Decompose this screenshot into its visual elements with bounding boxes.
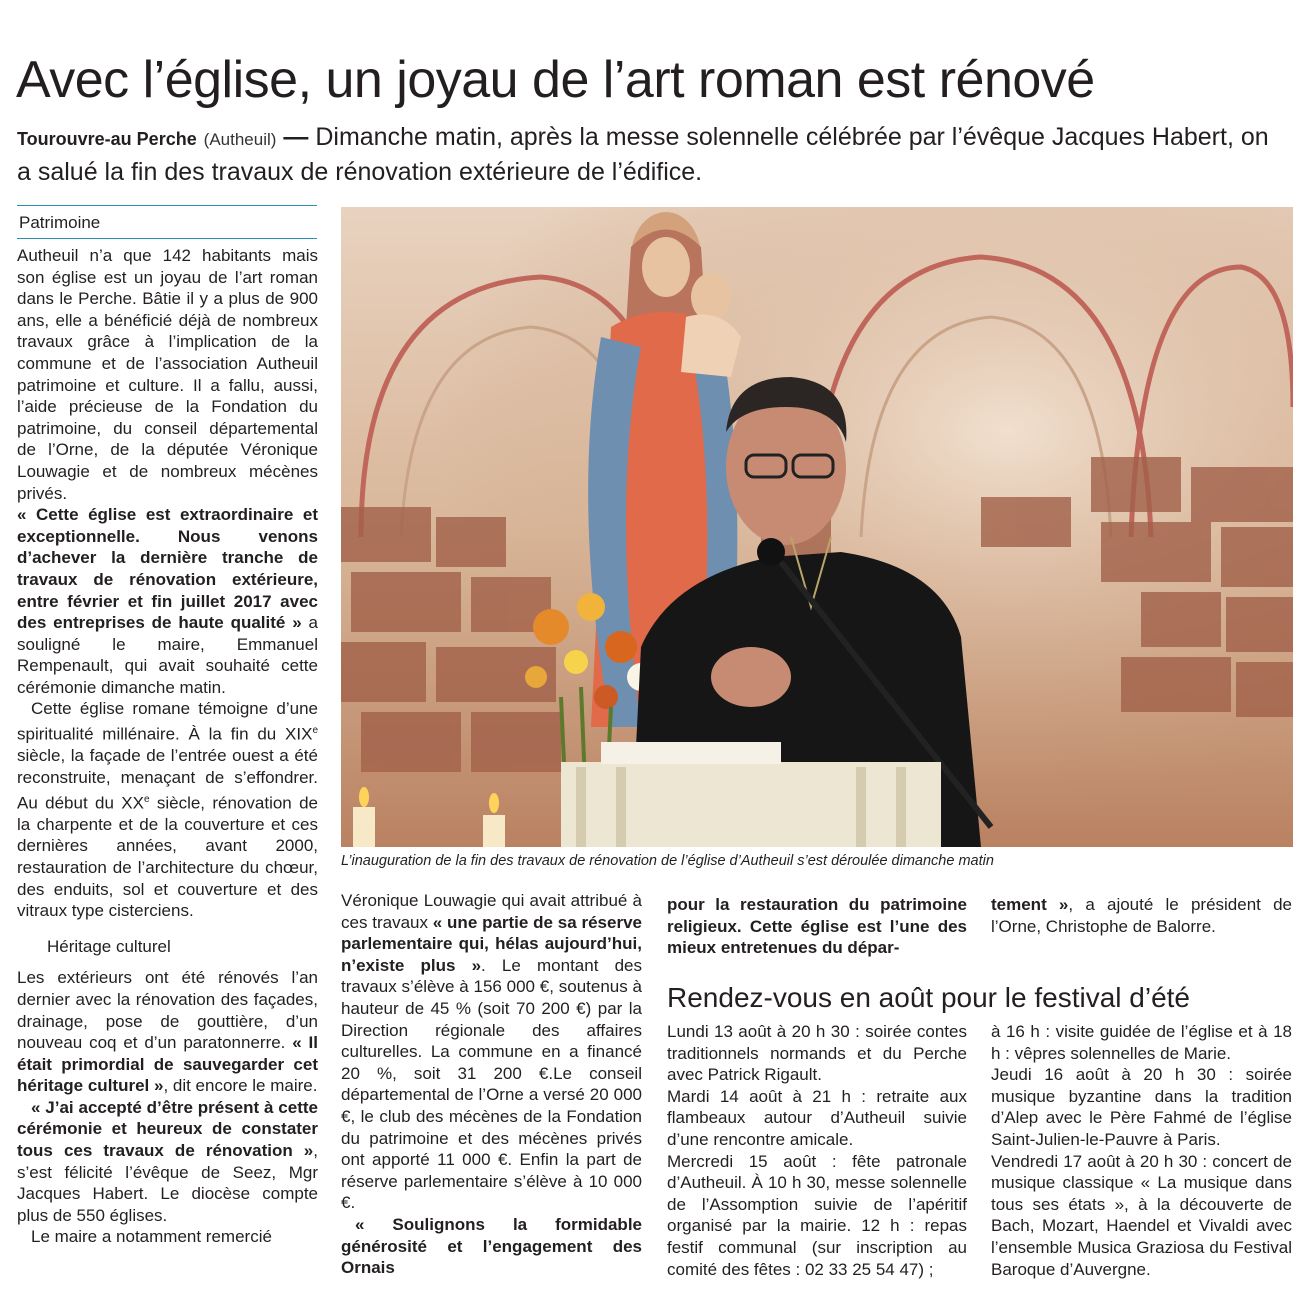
festival-item: Mardi 14 août à 21 h : retraite aux flambeaux autour d’Autheuil suivie d’une rencontre amicale.: [667, 1086, 967, 1149]
paragraph: [667, 894, 967, 959]
article-column-2: [341, 890, 642, 1279]
festival-item: Mercredi 15 août : fête patronale d’Autheuil. À 10 h 30, messe solennelle de l’Assomption suivie de l’apéritif organisé par la mairie. 12 h : repas festif communal (sur inscription au comité des fêtes : 02 33 25 54 47) ;: [667, 1151, 967, 1279]
paragraph: Autheuil n’a que 142 habitants mais son église est un joyau de l’art roman dans le Perche. Bâtie il y a plus de 900 ans, elle a bénéficié déjà de nombreux travaux grâce à l’implication de la commune et de l’association Autheuil patrimoine et culture. Il a fallu, aussi, l’aide précieuse de la Fondation du patrimoine, du conseil départemental de l’Orne, de la députée Véronique Louwagie et de nombreux mécènes privés.: [17, 246, 318, 503]
text-run: , s’est félicité l’évêque de Seez, Mgr Jacques Habert. Le diocèse compte plus de 550 églises.: [17, 1141, 318, 1225]
quote: « Il était primordial de sauvegarder cet héritage culturel »: [17, 1033, 318, 1096]
subheading: Héritage culturel: [47, 936, 171, 956]
text-run: Les extérieurs ont été rénovés l’an dernier avec la rénovation des façades, drainage, pose de gouttière, d’un nouveau coq et d’un paratonnerre.: [17, 968, 318, 1053]
festival-column-1: [667, 1021, 967, 1280]
article-column-4: [991, 894, 1292, 937]
paragraph: [17, 1097, 318, 1227]
quote-attribution: a souligné le maire, Emmanuel Rempenault, qui avait souhaité cette cérémonie dimanche matin.: [17, 613, 319, 697]
article-photo: [341, 207, 1293, 847]
quote: tement »: [991, 895, 1069, 914]
paragraph: [17, 698, 318, 921]
paragraph: [341, 890, 642, 1214]
text-run: , a ajouté le président de l’Orne, Christophe de Balorre.: [991, 895, 1293, 936]
text-run: . Le montant des travaux s’élève à 156 000 €, soutenus à hauteur de 45 % (soit 70 200 €) par la Direction régionale des affaires culturelles. La commune en a financé 20 %, soit 31 200 €.Le conseil départemental de l’Orne a versé 20 000 €, le club des mécènes de la Fondation du patrimoine et des mécènes privés ont apporté 11 000 €. Enfin la part de réserve parlementaire s’élève à 10 000 €.: [341, 955, 642, 1213]
text-run: Cette église romane témoigne d’une spiritualité millénaire. À la fin du XIX: [17, 699, 318, 744]
dateline-dash: —: [283, 123, 309, 151]
text-run: siècle, la façade de l’entrée ouest a été reconstruite, menaçant de s’effondrer. Au début du XX: [17, 746, 318, 813]
article-column-3: [667, 894, 967, 959]
festival-item: Jeudi 16 août à 20 h 30 : soirée musique byzantine dans la tradition d’Alep avec le Père Fahmé de l’église Saint-Julien-le-Pauvre à Paris.: [991, 1065, 1292, 1149]
dateline-subplace: (Autheuil): [203, 130, 277, 149]
paragraph: [17, 967, 318, 1097]
quote: « Cette église est extraordinaire et exceptionnelle. Nous venons d’achever la dernière tranche de travaux de rénovation extérieure, entre février et fin juillet 2017 avec des entreprises de haute qualité »: [17, 505, 318, 633]
festival-item: Lundi 13 août à 20 h 30 : soirée contes traditionnels normands et du Perche avec Patrick Rigault.: [667, 1022, 967, 1085]
quote: pour la restauration du patrimoine religieux. Cette église est l’une des mieux entretenues du dépar-: [667, 895, 967, 958]
superscript: e: [312, 725, 318, 737]
festival-column-2: [991, 1021, 1292, 1280]
superscript: e: [143, 793, 150, 805]
paragraph: Le maire a notamment remercié: [31, 1227, 272, 1247]
quote: « une partie de sa réserve parlementaire qui, hélas aujourd’hui, n’existe plus »: [341, 912, 642, 975]
quote: « Soulignons la formidable générosité et l’engagement des Ornais: [341, 1214, 642, 1278]
festival-item: Vendredi 17 août à 20 h 30 : concert de musique classique « La musique dans tous ses états », à la découverte de Bach, Mozart, Haendel et Vivaldi avec l’ensemble Musica Graziosa du Festival Baroque d’Auvergne.: [991, 1151, 1292, 1279]
article-headline: Avec l’église, un joyau de l’art roman est rénové: [16, 51, 1095, 109]
photo-caption: L’inauguration de la fin des travaux de rénovation de l’église d’Autheuil s’est déroulée dimanche matin: [341, 853, 994, 869]
text-run: Véronique Louwagie qui avait attribué à ces travaux: [341, 891, 642, 932]
article-column-1: [17, 245, 318, 1248]
paragraph: [991, 894, 1292, 937]
text-run: siècle, rénovation de la charpente et de la couverture et ces dernières années, avant 2000, restauration de l’architecture du chœur, des enduits, sol et couverture et des vitraux type cisterciens.: [17, 793, 318, 921]
dateline-place: Tourouvre-au Perche: [17, 129, 197, 149]
lede-text: Dimanche matin, après la messe solennelle célébrée par l’évêque Jacques Habert, on a salué la fin des travaux de rénovation extérieure de l’édifice.: [17, 123, 1269, 186]
text-run: , dit encore le maire.: [163, 1076, 318, 1096]
rubric-label: Patrimoine: [19, 213, 101, 232]
quote: « J’ai accepté d’être présent à cette cérémonie et heureux de constater tous ces travaux de rénovation »: [17, 1097, 318, 1161]
section-rubric: [17, 205, 317, 239]
paragraph: [341, 1214, 642, 1279]
festival-item: à 16 h : visite guidée de l’église et à 18 h : vêpres solennelles de Marie.: [991, 1022, 1292, 1063]
paragraph: [17, 504, 318, 698]
bishop-photo-illustration: [341, 207, 1293, 847]
article-lede: [17, 121, 1287, 188]
festival-heading: Rendez-vous en août pour le festival d’été: [667, 982, 1190, 1013]
